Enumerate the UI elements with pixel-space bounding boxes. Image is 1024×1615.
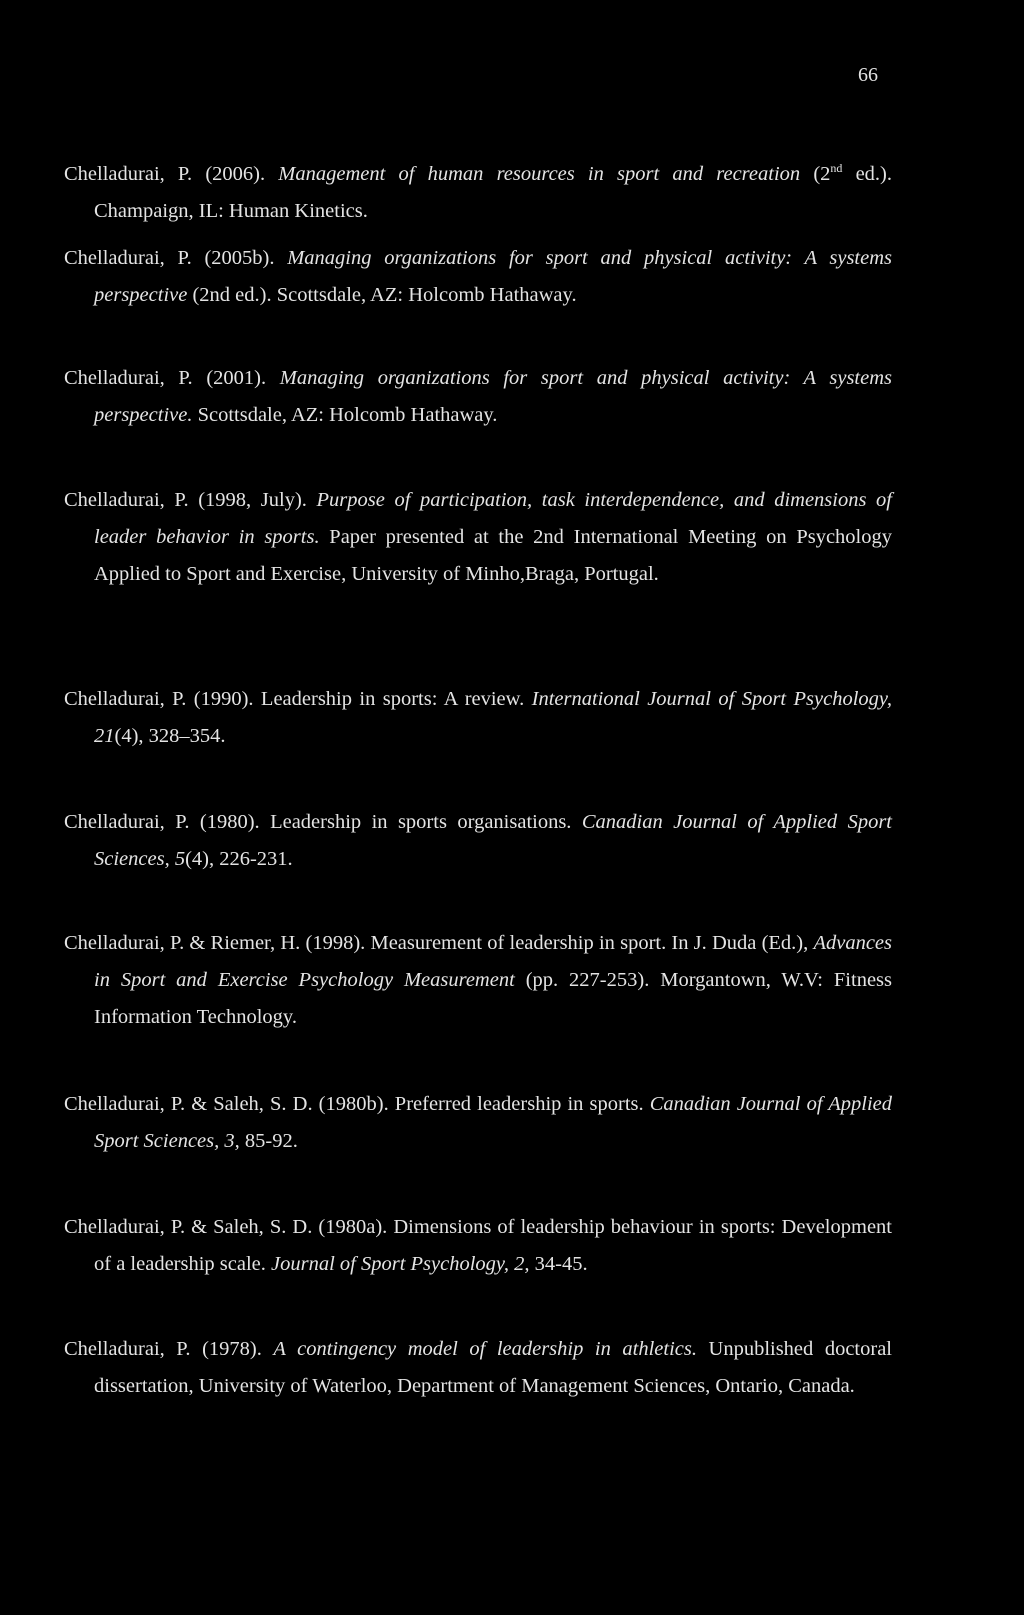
reference-details: Scottsdale, AZ: Holcomb Hathaway. [192, 404, 498, 426]
reference-authors: Chelladurai, P. & Riemer, H. (1998). Measurement of leadership in sport. In J. Duda (Ed.), [64, 932, 814, 954]
reference-title: Canadian Journal of Applied Sport Sciences, 5 [94, 811, 892, 870]
reference-entry [64, 240, 892, 314]
reference-title: Managing organizations for sport and physical activity: A systems perspective. [94, 367, 892, 426]
reference-authors: Chelladurai, P. & Saleh, S. D. (1980a). Dimensions of leadership behaviour in sports: Development of a leadership scale. [64, 1216, 892, 1275]
reference-details: (pp. 227-253). Morgantown, W.V: Fitness Information Technology. [94, 969, 892, 1028]
reference-entry [64, 360, 892, 434]
reference-superscript: nd [830, 161, 843, 176]
reference-details: (4), 328–354. [114, 725, 226, 747]
reference-entry [64, 925, 892, 1036]
reference-title: Management of human resources in sport and recreation [278, 163, 801, 185]
reference-details: 85-92. [239, 1130, 298, 1152]
reference-title: A contingency model of leadership in athletics. [273, 1338, 697, 1360]
reference-details: Unpublished doctoral dissertation, University of Waterloo, Department of Management Sciences, Ontario, Canada. [94, 1338, 892, 1397]
reference-title: Advances in Sport and Exercise Psychology Measurement [94, 932, 892, 991]
reference-authors: Chelladurai, P. (2001). [64, 367, 280, 389]
reference-title: Purpose of participation, task interdependence, and dimensions of leader behavior in sports. [94, 489, 892, 548]
reference-details: (4), 226-231. [185, 848, 293, 870]
reference-details: ed.). Champaign, IL: Human Kinetics. [94, 163, 892, 222]
page-number: 66 [858, 64, 878, 86]
reference-entry [64, 1086, 892, 1160]
reference-details: Paper presented at the 2nd International Meeting on Psychology Applied to Sport and Exercise, University of Minho,Braga, Portugal. [94, 526, 892, 585]
reference-entry [64, 482, 892, 593]
reference-title: International Journal of Sport Psychology, 21 [94, 688, 892, 747]
reference-entry [64, 1331, 892, 1405]
reference-title: Canadian Journal of Applied Sport Sciences, 3, [94, 1093, 893, 1152]
reference-authors: Chelladurai, P. & Saleh, S. D. (1980b). Preferred leadership in sports. [64, 1093, 650, 1115]
reference-authors: Chelladurai, P. (1998, July). [64, 489, 317, 511]
reference-authors: Chelladurai, P. (1990). Leadership in sports: A review. [64, 688, 532, 710]
reference-authors: Chelladurai, P. (1978). [64, 1338, 274, 1360]
reference-details: 34-45. [529, 1253, 588, 1275]
reference-authors: Chelladurai, P. (1980). Leadership in sports organisations. [64, 811, 582, 833]
reference-entry [64, 1209, 892, 1283]
reference-authors: Chelladurai, P. (2006). [64, 163, 279, 185]
reference-details: (2nd ed.). Scottsdale, AZ: Holcomb Hathaway. [187, 284, 577, 306]
reference-authors: Chelladurai, P. (2005b). [64, 247, 288, 269]
reference-title: Managing organizations for sport and physical activity: A systems perspective [94, 247, 892, 306]
reference-entry [64, 804, 892, 878]
reference-title: Journal of Sport Psychology, 2, [271, 1253, 530, 1275]
reference-entry [64, 156, 892, 230]
reference-edition: (2 [800, 163, 831, 185]
reference-entry [64, 681, 892, 755]
